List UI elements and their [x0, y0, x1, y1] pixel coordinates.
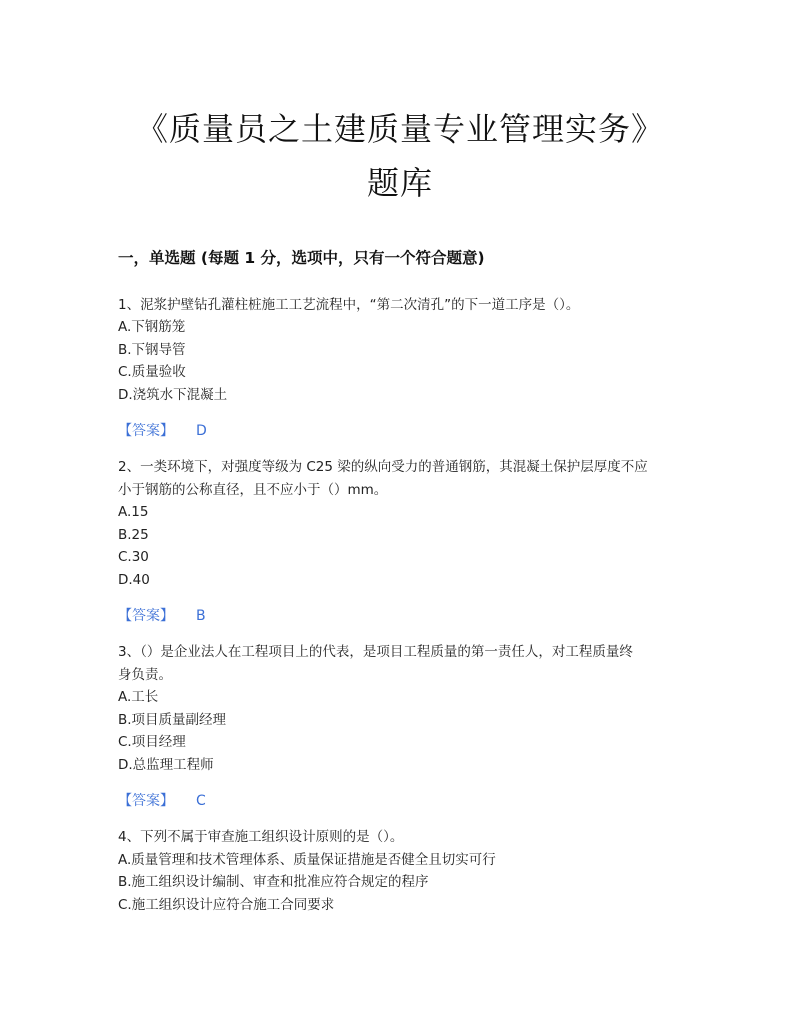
answer-label: 【答案】	[118, 423, 174, 439]
question-1-option-d: D.浇筑水下混凝土	[118, 387, 228, 403]
question-4-option-c: C.施工组织设计应符合施工合同要求	[118, 897, 335, 913]
question-1-option-c: C.质量验收	[118, 364, 186, 380]
section-heading: 一，单选题 (每题 1 分，选项中，只有一个符合题意)	[118, 249, 485, 267]
document-title-line2: 题库	[366, 164, 433, 202]
question-3-text-line1: 3、（）是企业法人在工程项目上的代表，是项目工程质量的第一责任人，对工程质量终	[118, 644, 633, 660]
question-2-option-d: D.40	[118, 572, 150, 588]
question-1-text: 1、泥浆护壁钻孔灌柱桩施工工艺流程中，“第二次清孔”的下一道工序是（）。	[118, 297, 580, 313]
question-3-option-c: C.项目经理	[118, 734, 186, 750]
answer-value: B	[196, 608, 206, 624]
question-3-option-a: A.工长	[118, 689, 159, 705]
document-title-line1: 《质量员之土建质量专业管理实务》	[135, 110, 664, 148]
question-4-option-a: A.质量管理和技术管理体系、质量保证措施是否健全且切实可行	[118, 852, 496, 868]
question-3-answer	[118, 790, 206, 812]
question-1-answer	[118, 420, 207, 442]
answer-value: C	[196, 793, 206, 809]
question-4-text: 4、下列不属于审查施工组织设计原则的是（）。	[118, 829, 404, 845]
question-2-text-line2: 小于钢筋的公称直径，且不应小于（）mm。	[118, 482, 388, 498]
answer-value: D	[196, 423, 207, 439]
question-3-option-d: D.总监理工程师	[118, 757, 214, 773]
question-3-text-line2: 身负责。	[118, 667, 172, 683]
question-2-option-b: B.25	[118, 527, 149, 543]
question-2-text-line1: 2、一类环境下，对强度等级为 C25 梁的纵向受力的普通钢筋，其混凝土保护层厚度不应	[118, 459, 648, 475]
question-3-option-b: B.项目质量副经理	[118, 712, 227, 728]
question-2-option-a: A.15	[118, 504, 149, 520]
question-1-option-b: B.下钢导管	[118, 342, 186, 358]
question-4-option-b: B.施工组织设计编制、审查和批准应符合规定的程序	[118, 874, 429, 890]
answer-label: 【答案】	[118, 793, 174, 809]
question-2-answer	[118, 605, 206, 627]
question-1-option-a: A.下钢筋笼	[118, 319, 186, 335]
answer-label: 【答案】	[118, 608, 174, 624]
question-2-option-c: C.30	[118, 549, 149, 565]
